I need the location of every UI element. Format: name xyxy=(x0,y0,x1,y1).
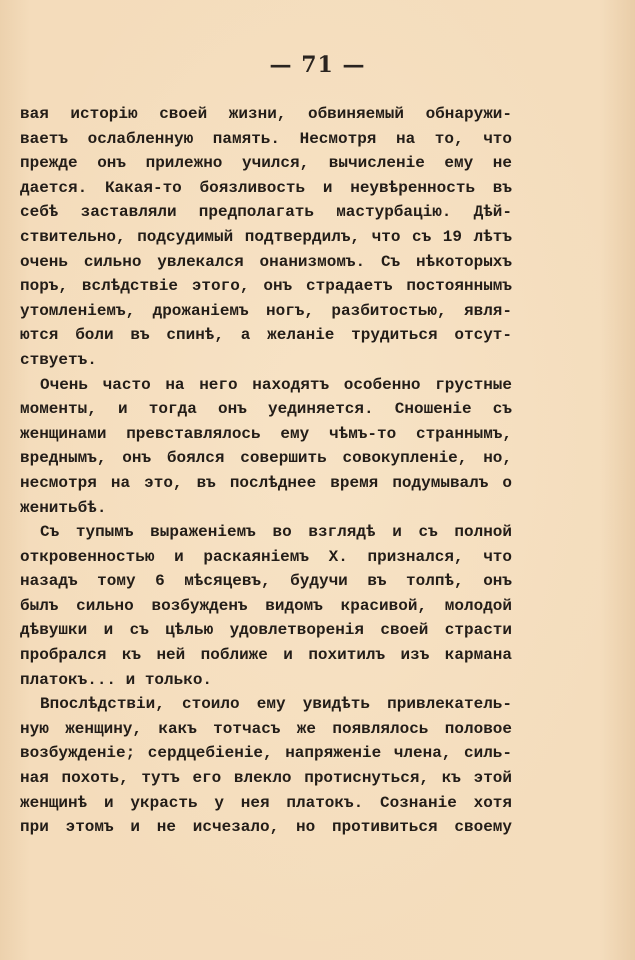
text-line: себѣ заставляли предполагать мастурбацію. Дѣй- xyxy=(20,203,512,222)
text-line: ются боли въ спинѣ, а желаніе трудиться отсут- xyxy=(20,326,512,345)
paragraph-3 xyxy=(20,520,512,692)
text-line: Впослѣдствіи, стоило ему увидѣть привлекатель- xyxy=(40,695,512,714)
text-line: ную женщину, какъ тотчасъ же появлялось половое xyxy=(20,719,512,738)
text-line: былъ сильно возбужденъ видомъ красивой, молодой xyxy=(20,596,512,615)
paragraph-1 xyxy=(20,102,512,373)
text-line: моменты, и тогда онъ уединяется. Сношеніе съ xyxy=(20,400,512,419)
paragraph-2 xyxy=(20,373,512,521)
text-line: женщинами превставлялось ему чѣмъ-то страннымъ, xyxy=(20,424,512,443)
text-line: очень сильно увлекался онанизмомъ. Съ нѣкоторыхъ xyxy=(20,252,512,271)
text-line: дается. Какая-то боязливость и неувѣренность въ xyxy=(20,178,512,197)
text-line: несмотря на это, въ послѣднее время подумывалъ о xyxy=(20,473,512,492)
text-line: женитьбѣ. xyxy=(20,498,107,517)
text-line: пробрался къ ней поближе и похитилъ изъ кармана xyxy=(20,646,512,665)
page-number: — 71 — xyxy=(269,52,366,78)
text-line: женщинѣ и украсть у нея платокъ. Сознаніе хотя xyxy=(20,793,512,812)
text-line: поръ, вслѣдствіе этого, онъ страдаетъ постояннымъ xyxy=(20,277,512,296)
text-line: ствительно, подсудимый подтвердилъ, что съ 19 лѣтъ xyxy=(20,227,512,246)
body-text xyxy=(20,102,512,840)
text-line: Очень часто на него находятъ особенно грустные xyxy=(40,375,512,394)
text-line: дѣвушки и съ цѣлью удовлетворенія своей страсти xyxy=(20,621,512,640)
text-line: Съ тупымъ выраженіемъ во взглядѣ и съ полной xyxy=(40,523,512,542)
text-line: ствуетъ. xyxy=(20,350,97,369)
text-line: вая исторію своей жизни, обвиняемый обнаружи- xyxy=(20,105,512,123)
text-line: ная похоть, тутъ его влекло протиснуться, къ этой xyxy=(20,769,512,788)
text-line: при этомъ и не исчезало, но противиться своему xyxy=(20,818,512,837)
text-line: вреднымъ, онъ боялся совершить совокупленіе, но, xyxy=(20,449,512,468)
text-line: платокъ... и только. xyxy=(20,670,213,689)
text-line: возбужденіе; сердцебіеніе, напряженіе члена, силь- xyxy=(20,744,512,763)
text-line: откровенностью и раскаяніемъ X. признался, что xyxy=(20,547,512,566)
text-line: ваетъ ослабленную память. Несмотря на то, что xyxy=(20,129,512,148)
text-line: назадъ тому 6 мѣсяцевъ, будучи въ толпѣ, онъ xyxy=(20,572,512,591)
text-line: утомленіемъ, дрожаніемъ ногъ, разбитостью, явля- xyxy=(20,301,512,320)
text-line: прежде онъ прилежно учился, вычисленіе ему не xyxy=(20,154,512,173)
paragraph-4 xyxy=(20,692,512,840)
